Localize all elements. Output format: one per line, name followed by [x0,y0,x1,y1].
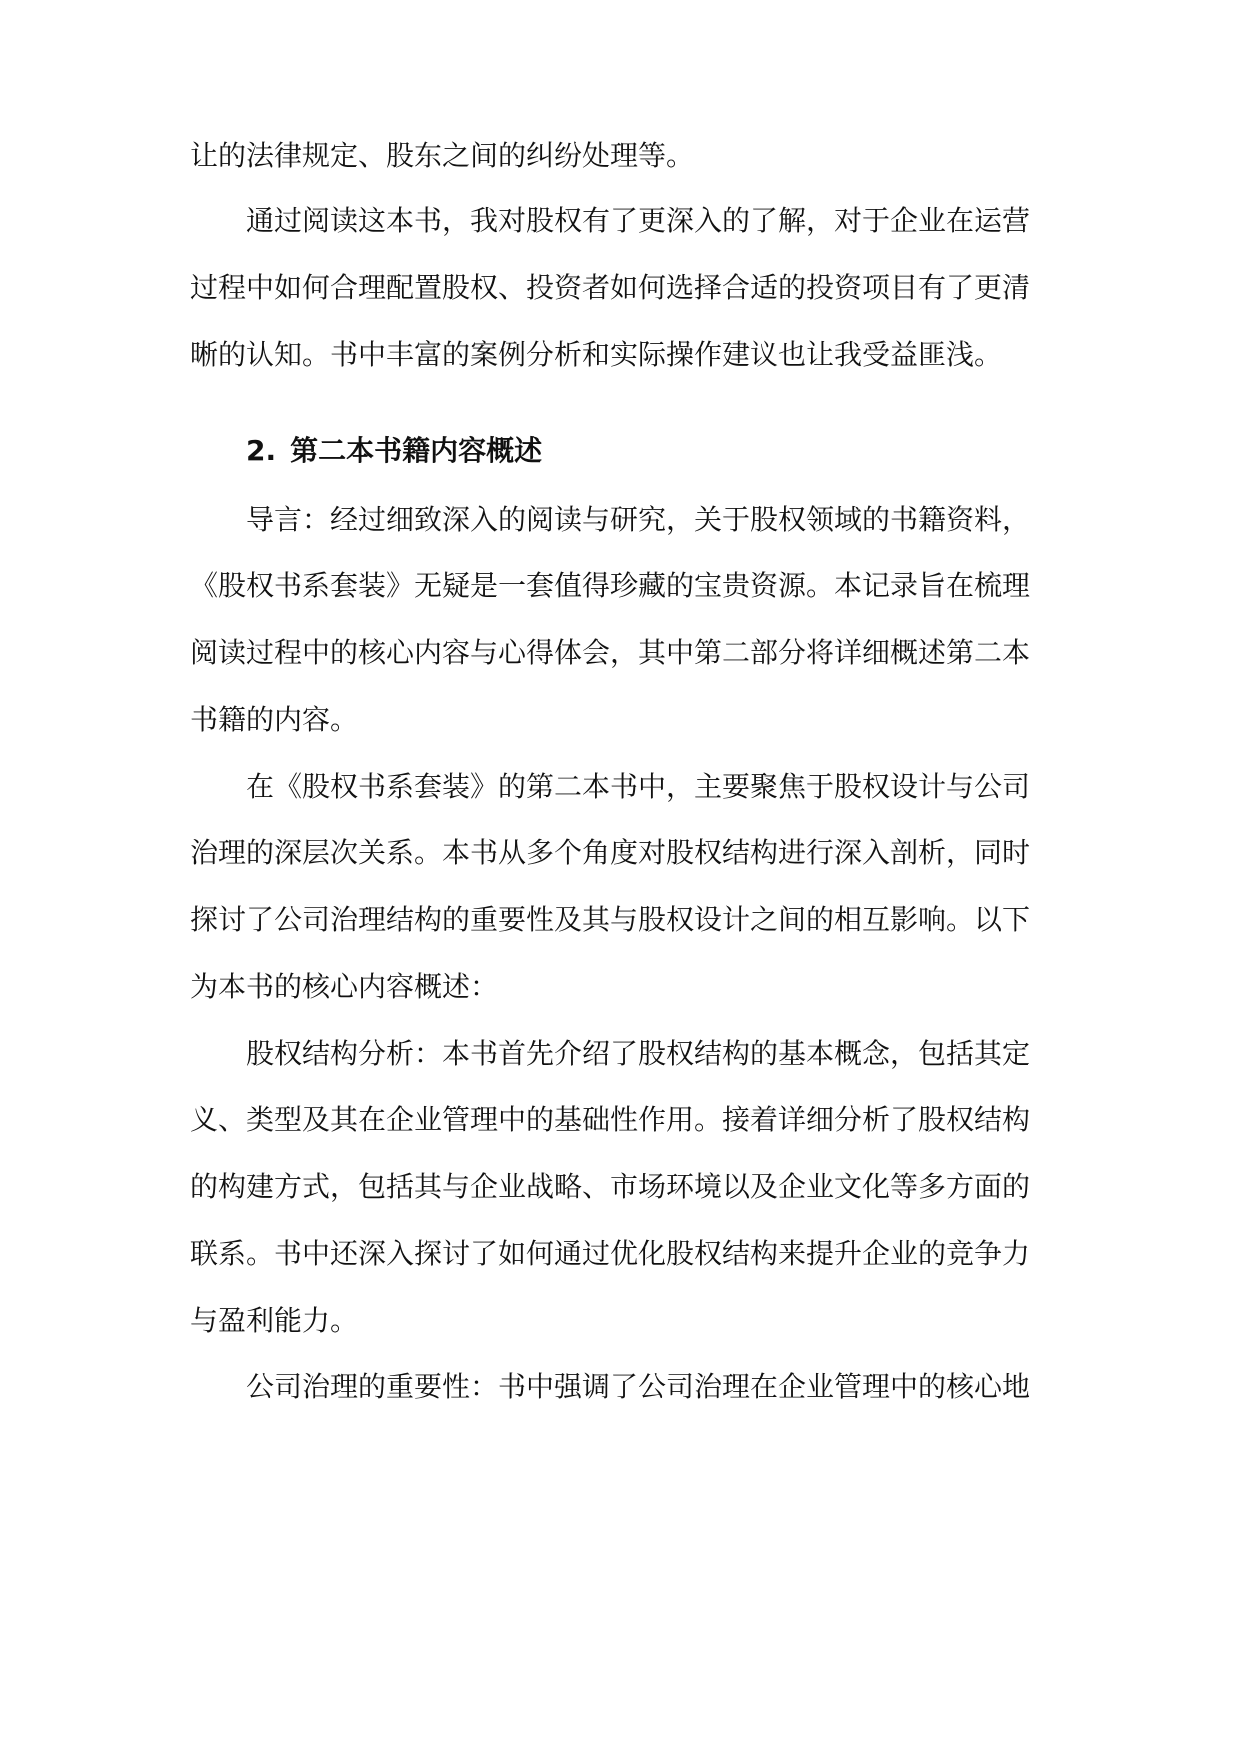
paragraph-line: 阅读过程中的核心内容与心得体会，其中第二部分将详细概述第二本 [190,636,1031,669]
paragraph-line: 为本书的核心内容概述： [190,970,499,1003]
paragraph-line: 书籍的内容。 [190,703,359,736]
paragraph-line: 公司治理的重要性：书中强调了公司治理在企业管理中的核心地 [246,1370,1031,1403]
paragraph-line: 义、类型及其在企业管理中的基础性作用。接着详细分析了股权结构 [190,1103,1031,1136]
paragraph-line: 通过阅读这本书，我对股权有了更深入的了解，对于企业在运营 [246,204,1031,237]
paragraph-line: 晰的认知。书中丰富的案例分析和实际操作建议也让我受益匪浅。 [190,338,1003,371]
paragraph-line: 的构建方式，包括其与企业战略、市场环境以及企业文化等多方面的 [190,1170,1031,1203]
paragraph-line: 联系。书中还深入探讨了如何通过优化股权结构来提升企业的竞争力 [190,1237,1031,1270]
paragraph-line: 在《股权书系套装》的第二本书中，主要聚焦于股权设计与公司 [246,770,1031,803]
paragraph-line: 与盈利能力。 [190,1304,359,1337]
paragraph-line: 治理的深层次关系。本书从多个角度对股权结构进行深入剖析，同时 [190,836,1031,869]
section-heading [246,431,542,471]
paragraph-line: 让的法律规定、股东之间的纠纷处理等。 [190,139,695,172]
section-number: 2. [246,434,277,467]
paragraph-line: 过程中如何合理配置股权、投资者如何选择合适的投资项目有了更清 [190,271,1031,304]
paragraph-line: 导言：经过细致深入的阅读与研究，关于股权领域的书籍资料， [246,503,1031,536]
paragraph-line: 股权结构分析：本书首先介绍了股权结构的基本概念，包括其定 [246,1037,1031,1070]
paragraph-line: 探讨了公司治理结构的重要性及其与股权设计之间的相互影响。以下 [190,903,1031,936]
paragraph-line: 《股权书系套装》无疑是一套值得珍藏的宝贵资源。本记录旨在梳理 [190,569,1031,602]
section-title: 第二本书籍内容概述 [290,434,543,467]
